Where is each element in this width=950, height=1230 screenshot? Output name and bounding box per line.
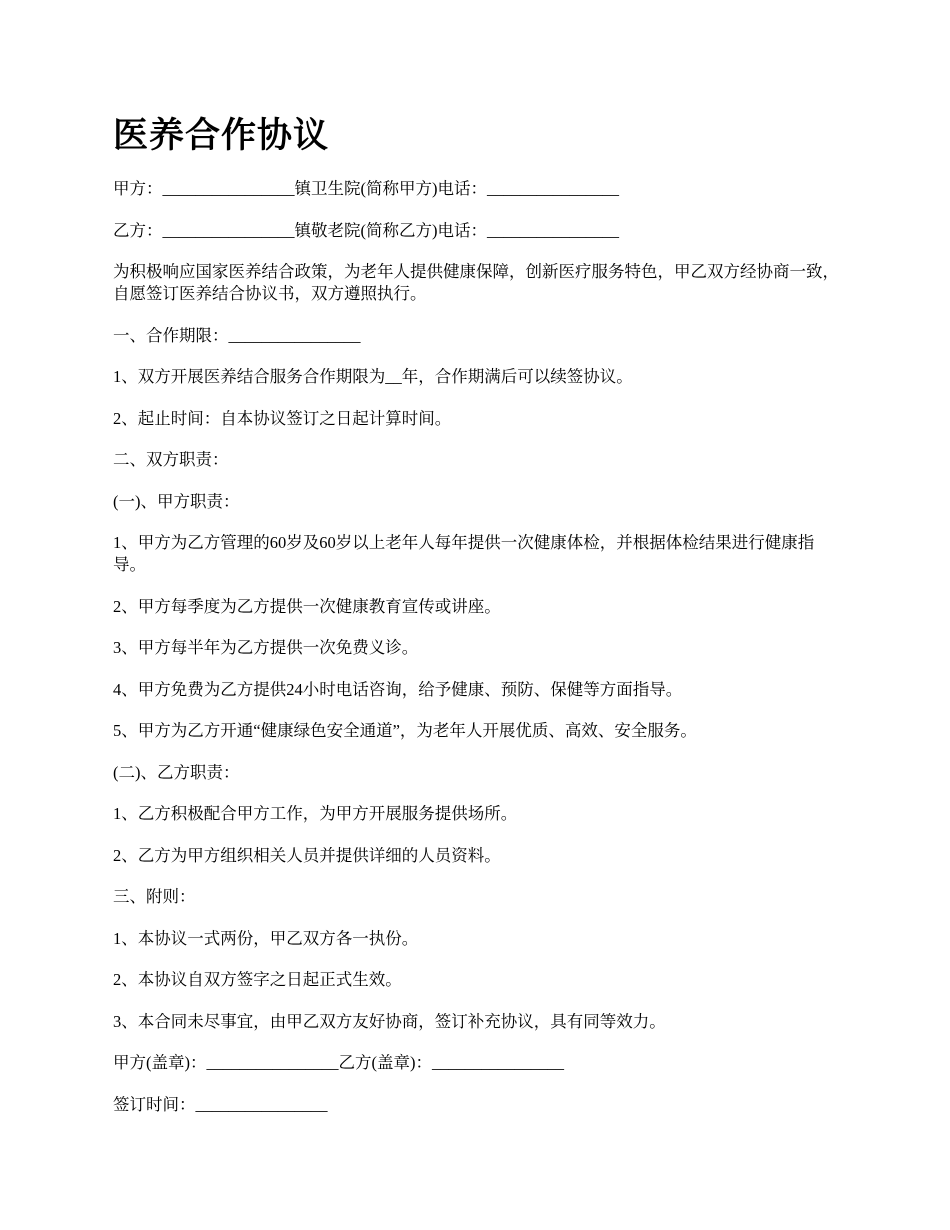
- party-a-line: 甲方：________________镇卫生院(简称甲方)电话：________________: [113, 179, 619, 198]
- party-a-duty-2: 2、甲方每季度为乙方提供一次健康教育宣传或讲座。: [113, 596, 501, 616]
- section-heading-duties: 二、双方职责：: [113, 450, 229, 469]
- party-a-duty-4: 4、甲方免费为乙方提供24小时电话咨询，给予健康、预防、保健等方面指导。: [113, 679, 683, 699]
- party-a-duty-5: 5、甲方为乙方开通“健康绿色安全通道”，为老年人开展优质、高效、安全服务。: [113, 721, 697, 740]
- subsection-heading-party-a: (一)、甲方职责：: [113, 491, 240, 511]
- section-heading-term: 一、合作期限：________________: [113, 325, 361, 345]
- party-a-duty-1: 1、甲方为乙方管理的60岁及60岁以上老年人每年提供一次健康体检，并根据体检结果进行健康指导。: [113, 533, 815, 574]
- seal-line: 甲方(盖章)：________________乙方(盖章)：________________: [113, 1053, 564, 1072]
- signing-date-line: 签订时间：________________: [113, 1094, 328, 1114]
- appendix-clause-1: 1、本协议一式两份，甲乙双方各一执份。: [113, 928, 419, 948]
- term-clause-1: 1、双方开展医养结合服务合作期限为__年，合作期满后可以续签协议。: [113, 367, 633, 386]
- document-title: 医养合作协议: [113, 116, 330, 156]
- document-page: [113, 110, 843, 1135]
- subsection-heading-party-b: (二)、乙方职责：: [113, 762, 240, 782]
- party-b-duty-2: 2、乙方为甲方组织相关人员并提供详细的人员资料。: [113, 845, 501, 865]
- party-b-line: 乙方：________________镇敬老院(简称乙方)电话：________________: [113, 220, 619, 240]
- party-b-duty-1: 1、乙方积极配合甲方工作，为甲方开展服务提供场所。: [113, 804, 518, 823]
- section-heading-appendix: 三、附则：: [113, 887, 196, 906]
- party-a-duty-3: 3、甲方每半年为乙方提供一次免费义诊。: [113, 638, 419, 657]
- preamble-paragraph: 为积极响应国家医养结合政策，为老年人提供健康保障，创新医疗服务特色，甲乙双方经协商一致，自愿签订医养结合协议书，双方遵照执行。: [113, 262, 839, 303]
- appendix-clause-2: 2、本协议自双方签字之日起正式生效。: [113, 970, 402, 989]
- appendix-clause-3: 3、本合同未尽事宜，由甲乙双方友好协商，签订补充协议，具有同等效力。: [113, 1011, 666, 1031]
- term-clause-2: 2、起止时间：自本协议签订之日起计算时间。: [113, 408, 452, 428]
